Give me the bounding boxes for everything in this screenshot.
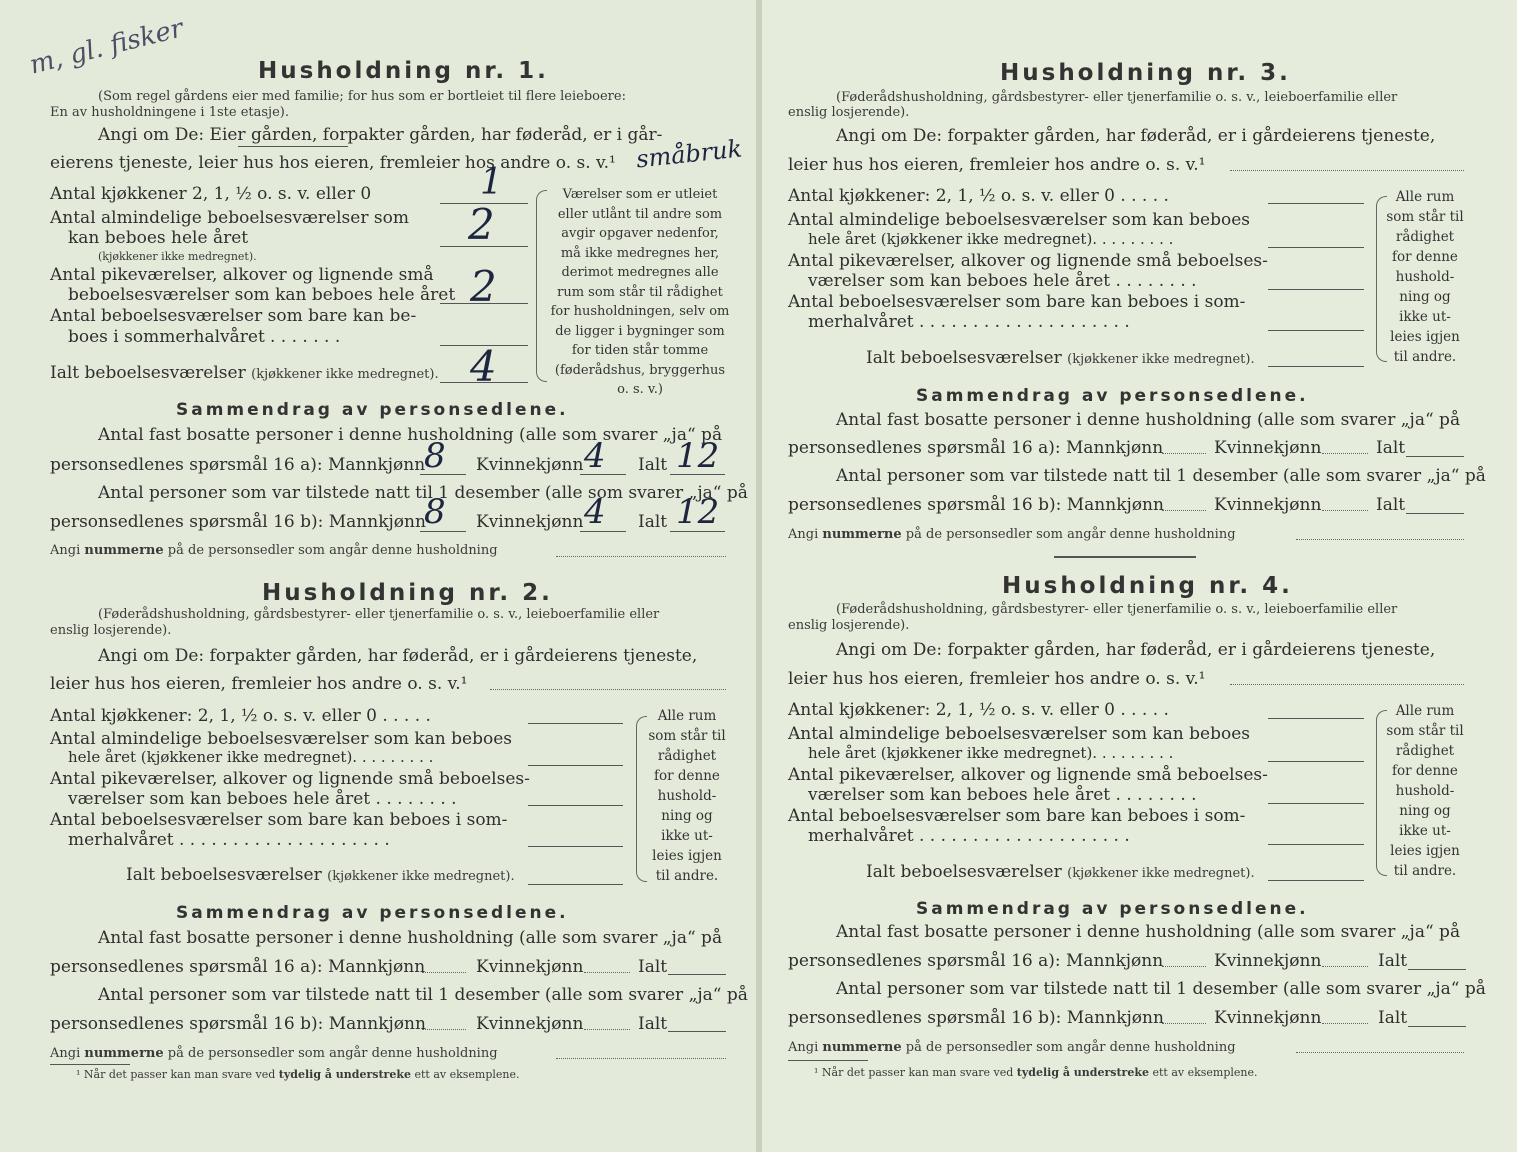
answer-line: [670, 474, 725, 475]
female-answer[interactable]: [1322, 510, 1368, 511]
male-value[interactable]: 8: [424, 436, 446, 476]
summer-rooms-label: merhalvåret . . . . . . . . . . . . . . . . . . . .: [808, 312, 1130, 332]
summary-line: Antal fast bosatte personer i denne husholdning (alle som svarer „ja“ på: [836, 922, 1461, 942]
summary-line: personsedlenes spørsmål 16 b): Mannkjønn: [50, 1014, 426, 1034]
answer-line[interactable]: [1268, 289, 1364, 290]
kitchens-label: Antal kjøkkener: 2, 1, ½ o. s. v. eller 0 . . . . .: [788, 186, 1169, 206]
maid-rooms-label: Antal pikeværelser, alkover og lignende små beboelses-: [50, 769, 530, 789]
summary-line: Antal personer som var tilstede natt til 1 desember (alle som svarer „ja“ på: [98, 483, 748, 503]
numbers-answer-line[interactable]: [1296, 1052, 1464, 1053]
footnote: ¹ Når det passer kan man svare ved tydelig å understreke ett av eksemplene.: [814, 1066, 1258, 1079]
male-answer[interactable]: [1162, 1023, 1206, 1024]
answer-line[interactable]: [1268, 761, 1364, 762]
tenure-question: eierens tjeneste, leier hus hos eieren, fremleier hos andre o. s. v.¹: [50, 153, 616, 173]
maid-rooms-label: værelser som kan beboes hele året . . . . . . . .: [808, 785, 1197, 805]
total-answer[interactable]: [668, 974, 726, 975]
section-title: Husholdning nr. 4.: [1002, 573, 1293, 599]
section-title: Husholdning nr. 1.: [258, 58, 549, 84]
maid-rooms-label: beboelsesværelser som kan beboes hele året: [68, 285, 456, 305]
underline-eier: [238, 146, 348, 147]
answer-line: [440, 246, 528, 247]
section-title: Husholdning nr. 2.: [262, 580, 553, 606]
rooms-label: hele året (kjøkkener ikke medregnet). . . . . . . . .: [808, 230, 1174, 248]
intro-text: (Føderådshusholdning, gårdsbestyrer- eller tjenerfamilie o. s. v., leieboerfamilie eller: [98, 607, 660, 622]
female-label: Kvinnekjønn: [1214, 438, 1322, 458]
total-answer[interactable]: [1408, 969, 1466, 970]
total-label: Ialt: [1378, 951, 1408, 971]
answer-line[interactable]: [528, 765, 623, 766]
answer-line: [440, 382, 528, 383]
female-answer[interactable]: [1322, 966, 1368, 967]
summary-line: Antal personer som var tilstede natt til 1 desember (alle som svarer „ja“ på: [98, 985, 748, 1005]
rooms-label: hele året (kjøkkener ikke medregnet). . . . . . . . .: [808, 744, 1174, 762]
rooms-label: Antal almindelige beboelsesværelser som: [50, 208, 409, 228]
total-label: Ialt: [1376, 438, 1406, 458]
female-label: Kvinnekjønn: [1214, 951, 1322, 971]
brace: [536, 190, 547, 382]
total-value[interactable]: 12: [676, 492, 720, 532]
maid-rooms-value[interactable]: 2: [470, 262, 497, 311]
answer-line[interactable]: [1268, 203, 1364, 204]
side-note: Alle rum som står til rådighet for denne hushold-ning og ikke ut-leies igjen til andre.: [648, 708, 726, 884]
summary-line: Antal personer som var tilstede natt til 1 desember (alle som svarer „ja“ på: [836, 979, 1486, 999]
page-spine: [756, 0, 762, 1152]
answer-line[interactable]: [1268, 844, 1364, 845]
kitchens-label: Antal kjøkkener 2, 1, ½ o. s. v. eller 0: [50, 184, 372, 204]
tenure-question: Angi om De: forpakter gården, har føderåd, er i gårdeierens tjeneste,: [836, 640, 1436, 660]
male-answer[interactable]: [1162, 510, 1206, 511]
female-value[interactable]: 4: [584, 492, 606, 532]
answer-line: [670, 531, 725, 532]
summary-line: Antal personer som var tilstede natt til 1 desember (alle som svarer „ja“ på: [836, 466, 1486, 486]
summary-title: Sammendrag av personsedlene.: [916, 386, 1309, 406]
numbers-line: Angi nummerne på de personsedler som angår denne husholdning: [50, 1046, 498, 1061]
answer-line[interactable]: [528, 805, 623, 806]
rooms-label: Antal almindelige beboelsesværelser som kan beboes: [788, 724, 1250, 744]
total-label: Ialt: [638, 957, 668, 977]
total-label: Ialt: [1376, 495, 1406, 515]
summary-line: personsedlenes spørsmål 16 a): Mannkjønn: [788, 438, 1164, 458]
numbers-answer-line[interactable]: [556, 1058, 726, 1059]
summary-line: personsedlenes spørsmål 16 a): Mannkjønn: [50, 957, 426, 977]
footnote-divider: [50, 1064, 130, 1065]
margin-note: m, gl. fisker: [26, 13, 187, 81]
maid-rooms-label: Antal pikeværelser, alkover og lignende små: [50, 265, 434, 285]
numbers-line: Angi nummerne på de personsedler som angår denne husholdning: [788, 527, 1236, 542]
answer-line[interactable]: [1268, 247, 1364, 248]
male-answer[interactable]: [1162, 966, 1206, 967]
answer-line: [420, 531, 466, 532]
numbers-answer-line[interactable]: [1296, 539, 1464, 540]
total-answer[interactable]: [668, 1031, 726, 1032]
male-answer[interactable]: [1162, 453, 1206, 454]
intro-text: enslig losjerende).: [50, 623, 172, 638]
rooms-note: (kjøkkener ikke medregnet).: [98, 250, 257, 263]
intro-text: (Som regel gårdens eier med familie; for hus som er bortleiet til flere leieboere:: [98, 89, 626, 104]
numbers-line: Angi nummerne på de personsedler som angår denne husholdning: [788, 1040, 1236, 1055]
summary-line: Antal fast bosatte personer i denne husholdning (alle som svarer „ja“ på: [98, 928, 723, 948]
footnote: ¹ Når det passer kan man svare ved tydelig å understreke ett av eksemplene.: [76, 1068, 520, 1081]
side-note: Værelser som er utleiet eller utlånt til andre som avgir opgaver nedenfor, må ikke medregnes her, derimot medregnes alle rum som står til rådighet for husholdningen, selv om de ligger i bygninger som for tiden står tomme (føderådshus, bryggerhus o. s. v.): [550, 187, 730, 397]
summary-line: personsedlenes spørsmål 16 b): Mannkjønn: [788, 1008, 1164, 1028]
tenure-answer-line[interactable]: [490, 689, 726, 690]
female-label: Kvinnekjønn: [476, 1014, 584, 1034]
answer-line: [420, 474, 466, 475]
answer-line: [580, 474, 626, 475]
section-title: Husholdning nr. 3.: [1000, 60, 1291, 86]
leader-dots: . . . . . . .: [270, 327, 341, 347]
maid-rooms-label: værelser som kan beboes hele året . . . . . . . .: [808, 271, 1197, 291]
answer-line[interactable]: [528, 884, 623, 885]
tenure-question: leier hus hos eieren, fremleier hos andre o. s. v.¹: [788, 669, 1206, 689]
male-answer[interactable]: [422, 972, 466, 973]
intro-text: En av husholdningene i 1ste etasje).: [50, 105, 289, 120]
rooms-label: Antal almindelige beboelsesværelser som kan beboes: [50, 729, 512, 749]
summer-rooms-label: merhalvåret . . . . . . . . . . . . . . . . . . . .: [808, 826, 1130, 846]
rooms-label: Antal almindelige beboelsesværelser som kan beboes: [788, 210, 1250, 230]
summary-title: Sammendrag av personsedlene.: [176, 400, 569, 420]
answer-line[interactable]: [528, 846, 623, 847]
total-value[interactable]: 12: [676, 436, 720, 476]
total-label: Ialt: [1378, 1008, 1408, 1028]
rooms-value[interactable]: 2: [468, 200, 495, 249]
summer-rooms-label: Antal beboelsesværelser som bare kan be-: [50, 306, 417, 326]
female-answer[interactable]: [1322, 1023, 1368, 1024]
tenure-question: Angi om De: forpakter gården, har føderåd, er i gårdeierens tjeneste,: [836, 126, 1436, 146]
kitchens-label: Antal kjøkkener: 2, 1, ½ o. s. v. eller 0 . . . . .: [50, 706, 431, 726]
answer-line[interactable]: [1268, 803, 1364, 804]
intro-text: enslig losjerende).: [788, 618, 910, 633]
total-answer[interactable]: [1406, 513, 1464, 514]
intro-text: (Føderådshusholdning, gårdsbestyrer- eller tjenerfamilie o. s. v., leieboerfamilie eller: [836, 90, 1398, 105]
summary-line: personsedlenes spørsmål 16 a): Mannkjønn: [788, 951, 1164, 971]
intro-text: (Føderådshusholdning, gårdsbestyrer- eller tjenerfamilie o. s. v., leieboerfamilie eller: [836, 602, 1398, 617]
tenure-question: leier hus hos eieren, fremleier hos andre o. s. v.¹: [50, 674, 468, 694]
summary-line: personsedlenes spørsmål 16 b): Mannkjønn: [50, 512, 426, 532]
female-label: Kvinnekjønn: [476, 512, 584, 532]
rooms-label: hele året (kjøkkener ikke medregnet). . . . . . . . .: [68, 748, 434, 766]
summer-rooms-label: Antal beboelsesværelser som bare kan beboes i som-: [788, 806, 1246, 826]
female-label: Kvinnekjønn: [476, 957, 584, 977]
answer-line[interactable]: [1268, 718, 1364, 719]
total-label: Ialt: [638, 1014, 668, 1034]
summer-rooms-label: boes i sommerhalvåret: [68, 327, 265, 347]
total-answer[interactable]: [1406, 456, 1464, 457]
total-rooms-label: Ialt beboelsesværelser (kjøkkener ikke medregnet).: [126, 865, 515, 885]
summary-title: Sammendrag av personsedlene.: [916, 899, 1309, 919]
answer-line[interactable]: [1268, 880, 1364, 881]
female-answer[interactable]: [584, 1029, 630, 1030]
tenure-question: Angi om De: Eier gården, forpakter gården, har føderåd, er i går-: [98, 125, 663, 145]
kitchens-label: Antal kjøkkener: 2, 1, ½ o. s. v. eller 0 . . . . .: [788, 700, 1169, 720]
female-label: Kvinnekjønn: [476, 455, 584, 475]
kitchens-value[interactable]: 1: [480, 162, 503, 203]
numbers-answer-line[interactable]: [556, 556, 726, 557]
female-value[interactable]: 4: [584, 436, 606, 476]
side-note: Alle rum som står til rådighet for denne hushold-ning og ikke ut-leies igjen til andre.: [1386, 189, 1464, 365]
female-label: Kvinnekjønn: [1214, 495, 1322, 515]
male-answer[interactable]: [422, 1029, 466, 1030]
numbers-line: Angi nummerne på de personsedler som angår denne husholdning: [50, 543, 498, 558]
tenure-answer[interactable]: småbruk: [634, 134, 744, 174]
summary-title: Sammendrag av personsedlene.: [176, 903, 569, 923]
summary-line: personsedlenes spørsmål 16 b): Mannkjønn: [788, 495, 1164, 515]
answer-line[interactable]: [528, 723, 623, 724]
total-rooms-label: Ialt beboelsesværelser (kjøkkener ikke medregnet).: [50, 363, 439, 383]
total-label: Ialt: [638, 455, 668, 475]
maid-rooms-label: Antal pikeværelser, alkover og lignende små beboelses-: [788, 251, 1268, 271]
answer-line: [440, 303, 528, 304]
female-answer[interactable]: [1322, 453, 1368, 454]
summer-rooms-label: Antal beboelsesværelser som bare kan beboes i som-: [788, 292, 1246, 312]
summer-rooms-label: merhalvåret . . . . . . . . . . . . . . . . . . . .: [68, 830, 390, 850]
rooms-label: kan beboes hele året: [68, 228, 249, 248]
summer-rooms-label: Antal beboelsesværelser som bare kan beboes i som-: [50, 810, 508, 830]
side-note: Alle rum som står til rådighet for denne hushold-ning og ikke ut-leies igjen til andre.: [1386, 703, 1464, 879]
tenure-answer-line[interactable]: [1230, 684, 1464, 685]
female-label: Kvinnekjønn: [1214, 1008, 1322, 1028]
answer-line[interactable]: [1268, 330, 1364, 331]
tenure-answer-line[interactable]: [1230, 170, 1464, 171]
footnote-divider: [788, 1060, 868, 1061]
section-divider: [1054, 556, 1196, 558]
answer-line: [580, 531, 626, 532]
male-value[interactable]: 8: [424, 492, 446, 532]
summary-line: personsedlenes spørsmål 16 a): Mannkjønn: [50, 455, 426, 475]
maid-rooms-label: Antal pikeværelser, alkover og lignende små beboelses-: [788, 765, 1268, 785]
total-label: Ialt: [638, 512, 668, 532]
summary-line: Antal fast bosatte personer i denne husholdning (alle som svarer „ja“ på: [98, 425, 723, 445]
female-answer[interactable]: [584, 972, 630, 973]
total-rooms-label: Ialt beboelsesværelser (kjøkkener ikke medregnet).: [866, 348, 1255, 368]
tenure-question: Angi om De: forpakter gården, har føderåd, er i gårdeierens tjeneste,: [98, 646, 698, 666]
total-rooms-value[interactable]: 4: [470, 342, 497, 391]
maid-rooms-label: værelser som kan beboes hele året . . . . . . . .: [68, 789, 457, 809]
total-answer[interactable]: [1408, 1026, 1466, 1027]
summary-line: Antal fast bosatte personer i denne husholdning (alle som svarer „ja“ på: [836, 410, 1461, 430]
answer-line[interactable]: [1268, 366, 1364, 367]
total-rooms-label: Ialt beboelsesværelser (kjøkkener ikke medregnet).: [866, 862, 1255, 882]
tenure-question: leier hus hos eieren, fremleier hos andre o. s. v.¹: [788, 155, 1206, 175]
intro-text: enslig losjerende).: [788, 105, 910, 120]
